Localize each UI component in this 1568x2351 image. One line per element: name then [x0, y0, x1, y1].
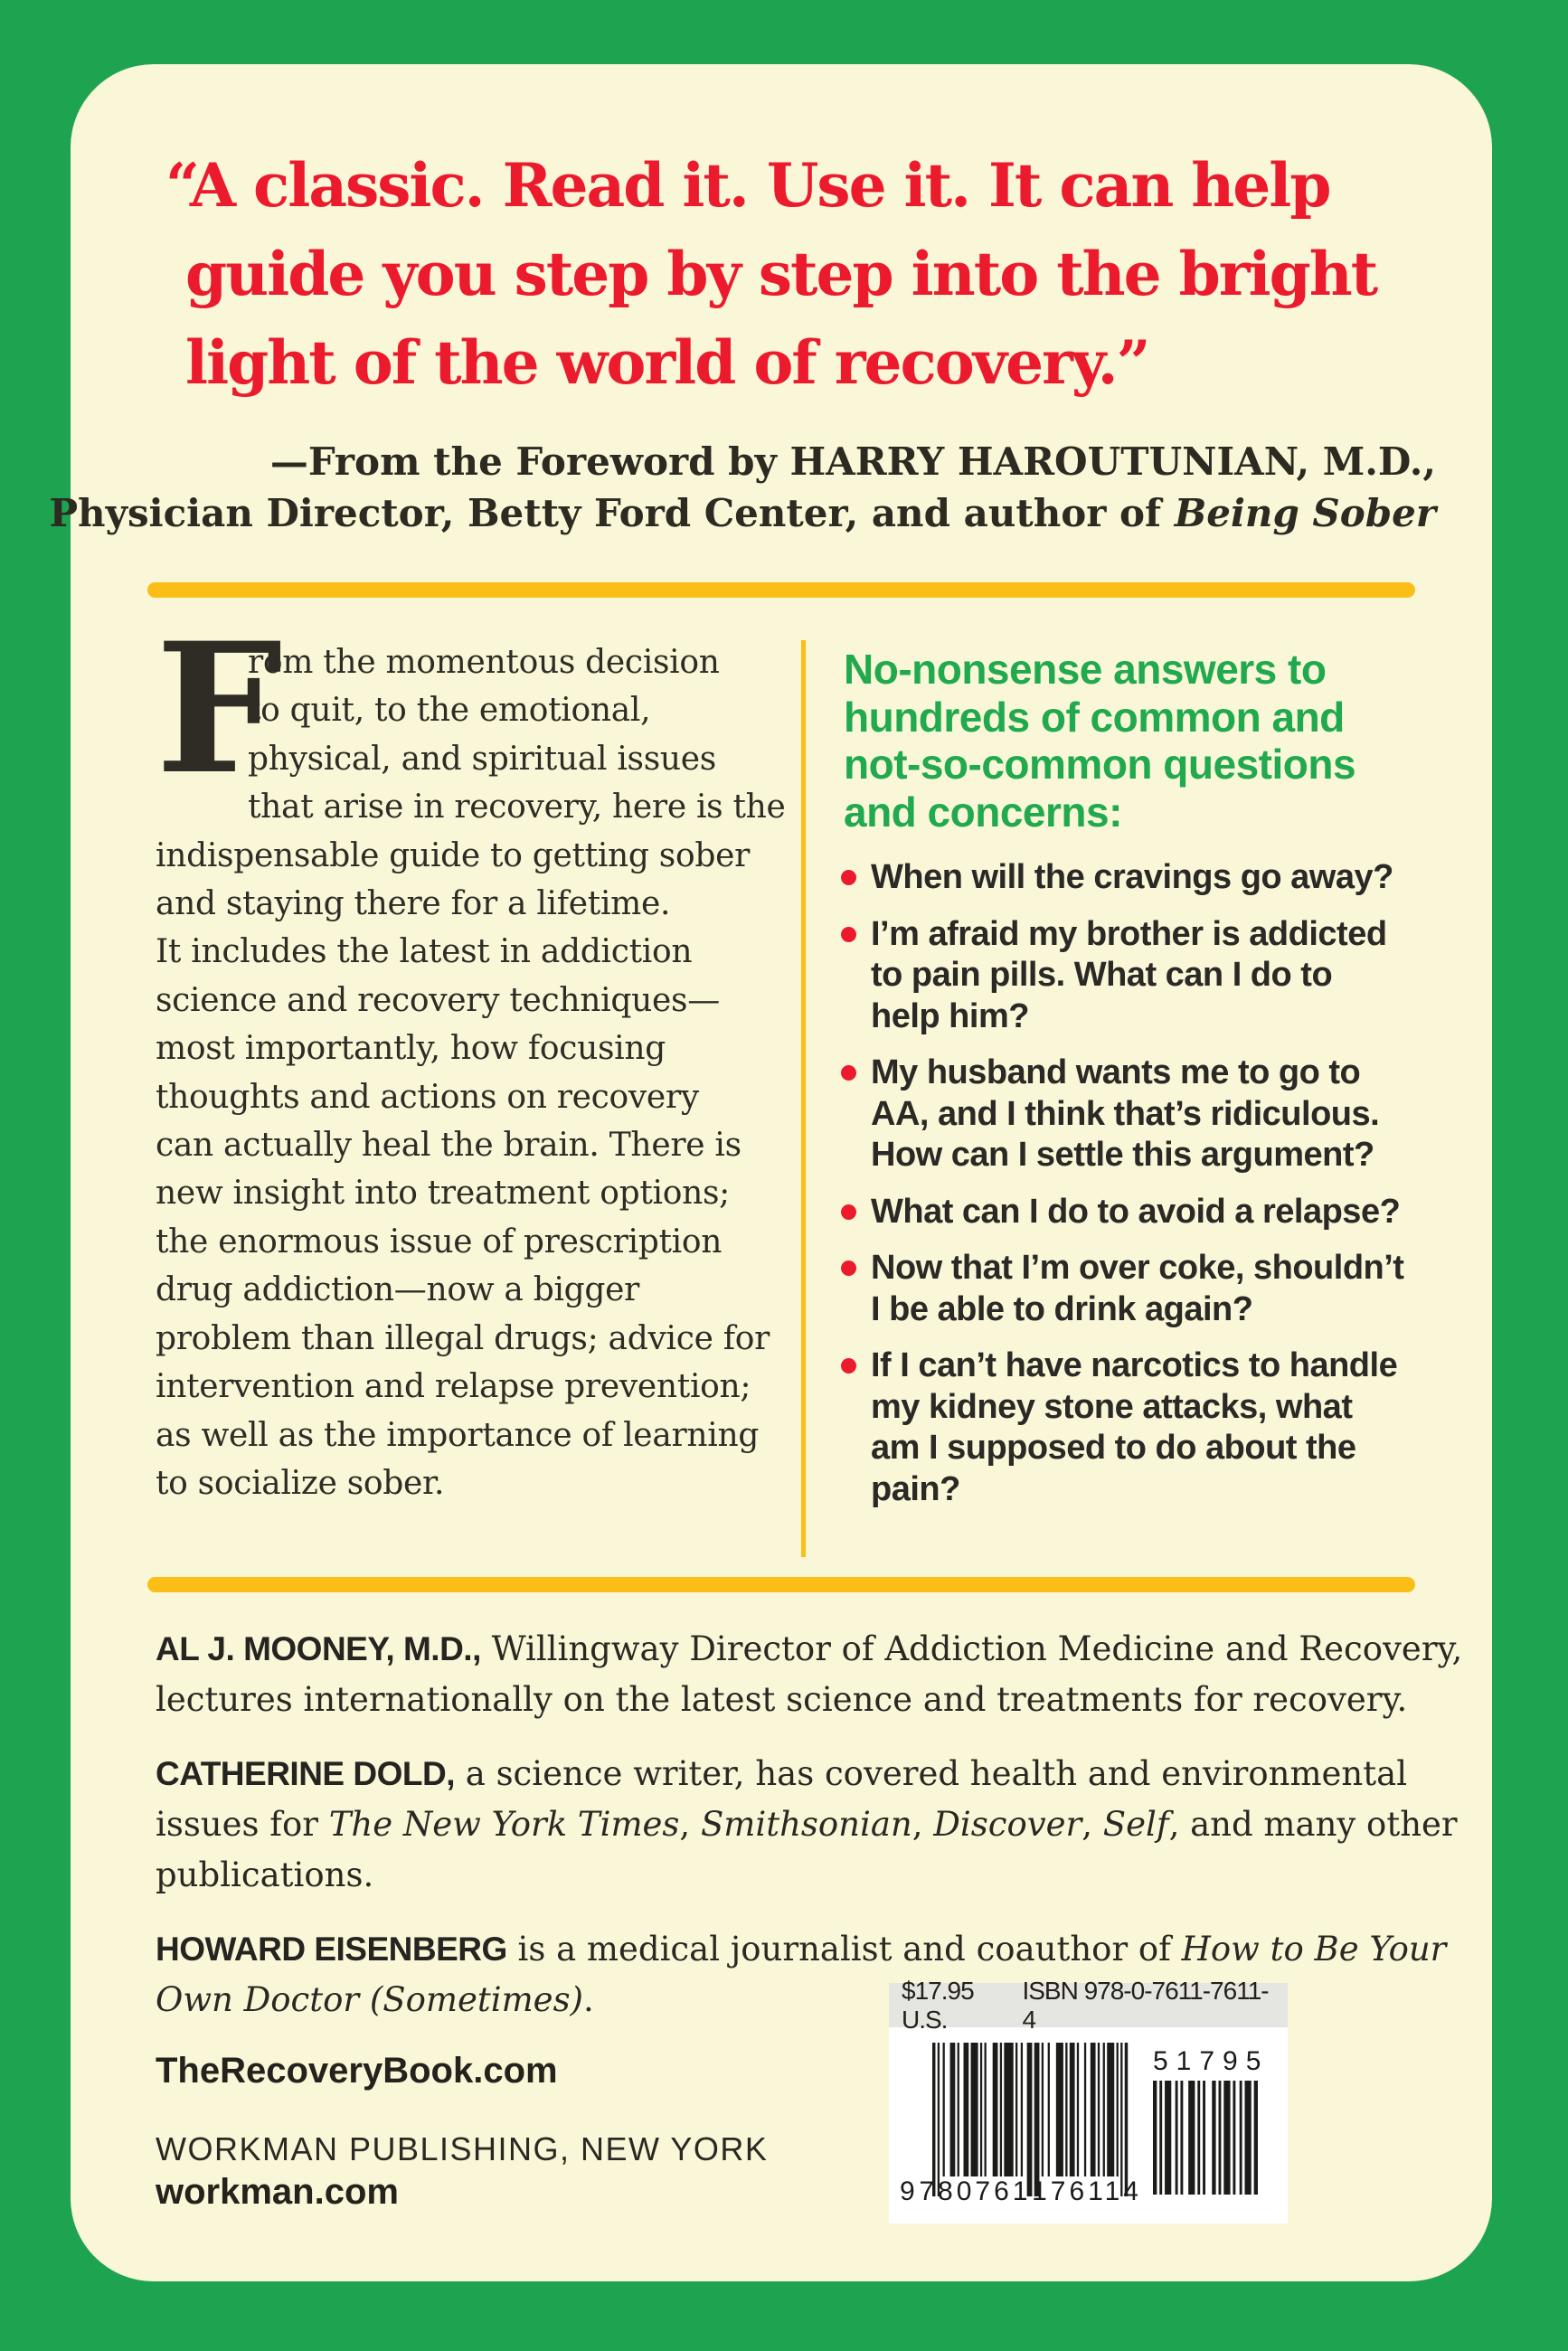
question-item [841, 1053, 1483, 1176]
barcode-bar [1176, 2081, 1178, 2195]
ean-group-2: 176114 [1032, 2176, 1142, 2206]
price-isbn-band [889, 1976, 1288, 2034]
bullet-dot-icon [841, 870, 856, 885]
barcode-bar [958, 2043, 959, 2176]
isbn-label: ISBN 978-0-7611-7611-4 [1022, 1976, 1269, 2034]
question-text: What can I do to avoid a relapse? [871, 1192, 1401, 1231]
barcode-bar [1254, 2081, 1258, 2195]
barcode-bar [1120, 2043, 1122, 2196]
barcode-bar [1021, 2043, 1023, 2176]
question-text: I’m afraid my brother is addicted to pain pills. What can I do to help him? [871, 914, 1387, 1035]
pull-quote-line: “A classic. Read it. Use it. It can help [165, 150, 1330, 221]
pull-quote [165, 141, 1376, 407]
ean-first-digit: 9 [900, 2176, 919, 2206]
barcode-box [889, 1976, 1288, 2224]
barcode-bar [1233, 2081, 1235, 2195]
bio-mooney [156, 1624, 1478, 1725]
barcode-bar [993, 2043, 998, 2176]
bullet-dot-icon [841, 1358, 856, 1374]
barcode-bar [1048, 2043, 1050, 2176]
barcode-bar [1245, 2081, 1252, 2195]
ean-digits [900, 2176, 1142, 2207]
book-website-url: TheRecoveryBook.com [156, 2051, 558, 2091]
barcode-bar [938, 2043, 940, 2196]
bio-dold [156, 1749, 1478, 1901]
barcode-bar [1103, 2043, 1105, 2176]
question-item [841, 1192, 1483, 1233]
barcode-bar [1203, 2081, 1205, 2195]
barcode-bar [943, 2043, 945, 2176]
barcode-bar [964, 2043, 969, 2176]
bullet-dot-icon [841, 1204, 856, 1220]
barcode-bar [1091, 2043, 1096, 2176]
supplement-digits: 51795 [1153, 2046, 1270, 2076]
barcode-bar [971, 2043, 978, 2176]
bullet-dot-icon [841, 1065, 856, 1081]
gold-rule-bottom [147, 1577, 1415, 1592]
question-item [841, 857, 1483, 899]
bullet-dot-icon [841, 1260, 856, 1276]
barcode-bar [1117, 2043, 1119, 2176]
barcode-bar [1084, 2043, 1086, 2176]
pull-quote-line: light of the world of recovery.” [185, 327, 1149, 398]
barcode-bar [1188, 2081, 1195, 2195]
question-list [841, 857, 1483, 1525]
question-item [841, 914, 1483, 1038]
barcode-bar [1107, 2043, 1114, 2176]
barcode-bar [1056, 2043, 1063, 2176]
barcode-bar [1034, 2043, 1040, 2196]
bullet-dot-icon [841, 927, 856, 942]
attribution-line-1: —From the Foreword by HARRY HAROUTUNIAN, M.D., [269, 439, 1436, 484]
barcode-bar [1070, 2043, 1075, 2176]
publisher-website-url: workman.com [156, 2172, 399, 2212]
pull-quote-line: guide you step by step into the bright [185, 239, 1377, 309]
barcode-bar [1125, 2043, 1128, 2196]
bio-text: a science writer, has covered health and environmental issues for The New York Times, Smithsonian, Discover, Self, and many other publications. [156, 1754, 1458, 1894]
barcode-bar [1197, 2081, 1200, 2195]
barcode-bar [985, 2043, 987, 2176]
author-name: CATHERINE DOLD, [156, 1755, 455, 1792]
barcode-bar [1098, 2043, 1100, 2176]
barcode-bar [1240, 2081, 1242, 2195]
barcode-bar [980, 2043, 982, 2176]
question-text: Now that I’m over coke, shouldn’t I be able to drink again? [871, 1249, 1404, 1328]
publisher-line: WORKMAN PUBLISHING, NEW YORK [156, 2130, 769, 2167]
bio-text: is a medical journalist and coauthor of How to Be Your Own Doctor (Sometimes). [156, 1930, 1447, 2019]
gold-vertical-divider [801, 640, 806, 1557]
question-text: My husband wants me to go to AA, and I think that’s ridiculous. How can I settle this argument? [871, 1053, 1380, 1174]
intro-paragraph [156, 603, 810, 1507]
barcode-bar [1159, 2081, 1162, 2195]
price-label: $17.95 U.S. [902, 1976, 974, 2034]
barcode-bar [1219, 2081, 1222, 2195]
ean-barcode [932, 2043, 1124, 2198]
barcode-bar [1212, 2081, 1215, 2195]
book-title-italic: Being Sober [1174, 491, 1436, 535]
question-text: When will the cravings go away? [871, 858, 1393, 896]
author-name: HOWARD EISENBERG [156, 1931, 507, 1968]
question-item [841, 1345, 1483, 1510]
gold-rule-top [147, 582, 1415, 598]
barcode-bar [1165, 2081, 1171, 2195]
attribution-line-2: Physician Director, Betty Ford Center, and author of Being Sober [49, 491, 1436, 535]
question-text: If I can’t have narcotics to handle my kidney stone attacks, what am I supposed to do about the pain? [871, 1346, 1398, 1508]
barcode-bar [1015, 2043, 1017, 2176]
supplement-barcode [1153, 2081, 1258, 2196]
barcode-bar [1223, 2081, 1230, 2195]
barcode-bar [1077, 2043, 1079, 2176]
bio-text: Willingway Director of Addiction Medicine and Recovery, lectures internationally on the latest science and treatments for recovery. [156, 1629, 1463, 1719]
barcode-bar [1153, 2081, 1157, 2195]
barcode-bar [950, 2043, 956, 2176]
barcode-bar [1027, 2043, 1033, 2196]
barcode-bar [1180, 2081, 1183, 2195]
barcode-bar [1004, 2043, 1013, 2176]
barcode-bar [932, 2043, 935, 2196]
quote-attribution [49, 436, 1436, 539]
barcode-bar [1042, 2043, 1044, 2176]
question-item [841, 1248, 1483, 1330]
ean-group-1: 780761 [919, 2176, 1032, 2206]
author-name: AL J. MOONEY, M.D., [156, 1630, 481, 1667]
intro-text: rom the momentous decision to quit, to the emotional, physical, and spiritual issues that arise in recovery, here is the indispensable guide to getting sober and staying there for a lifetime. It includes the latest in addiction science and recovery techniques— most importantly, how focusing thoughts and actions on recovery can actually heal the brain. There is new insight into treatment options; the enormous issue of prescription drug addiction—now a bigger problem than illegal drugs; advice for intervention and relapse prevention; as well as the importance of learning to socialize sober. [156, 644, 786, 1502]
barcode-bar [1000, 2043, 1002, 2176]
barcode-bar [1065, 2043, 1067, 2176]
drop-cap: F [156, 603, 283, 814]
answers-heading: No-nonsense answers to hundreds of common and not-so-common questions and concerns: [844, 646, 1356, 836]
